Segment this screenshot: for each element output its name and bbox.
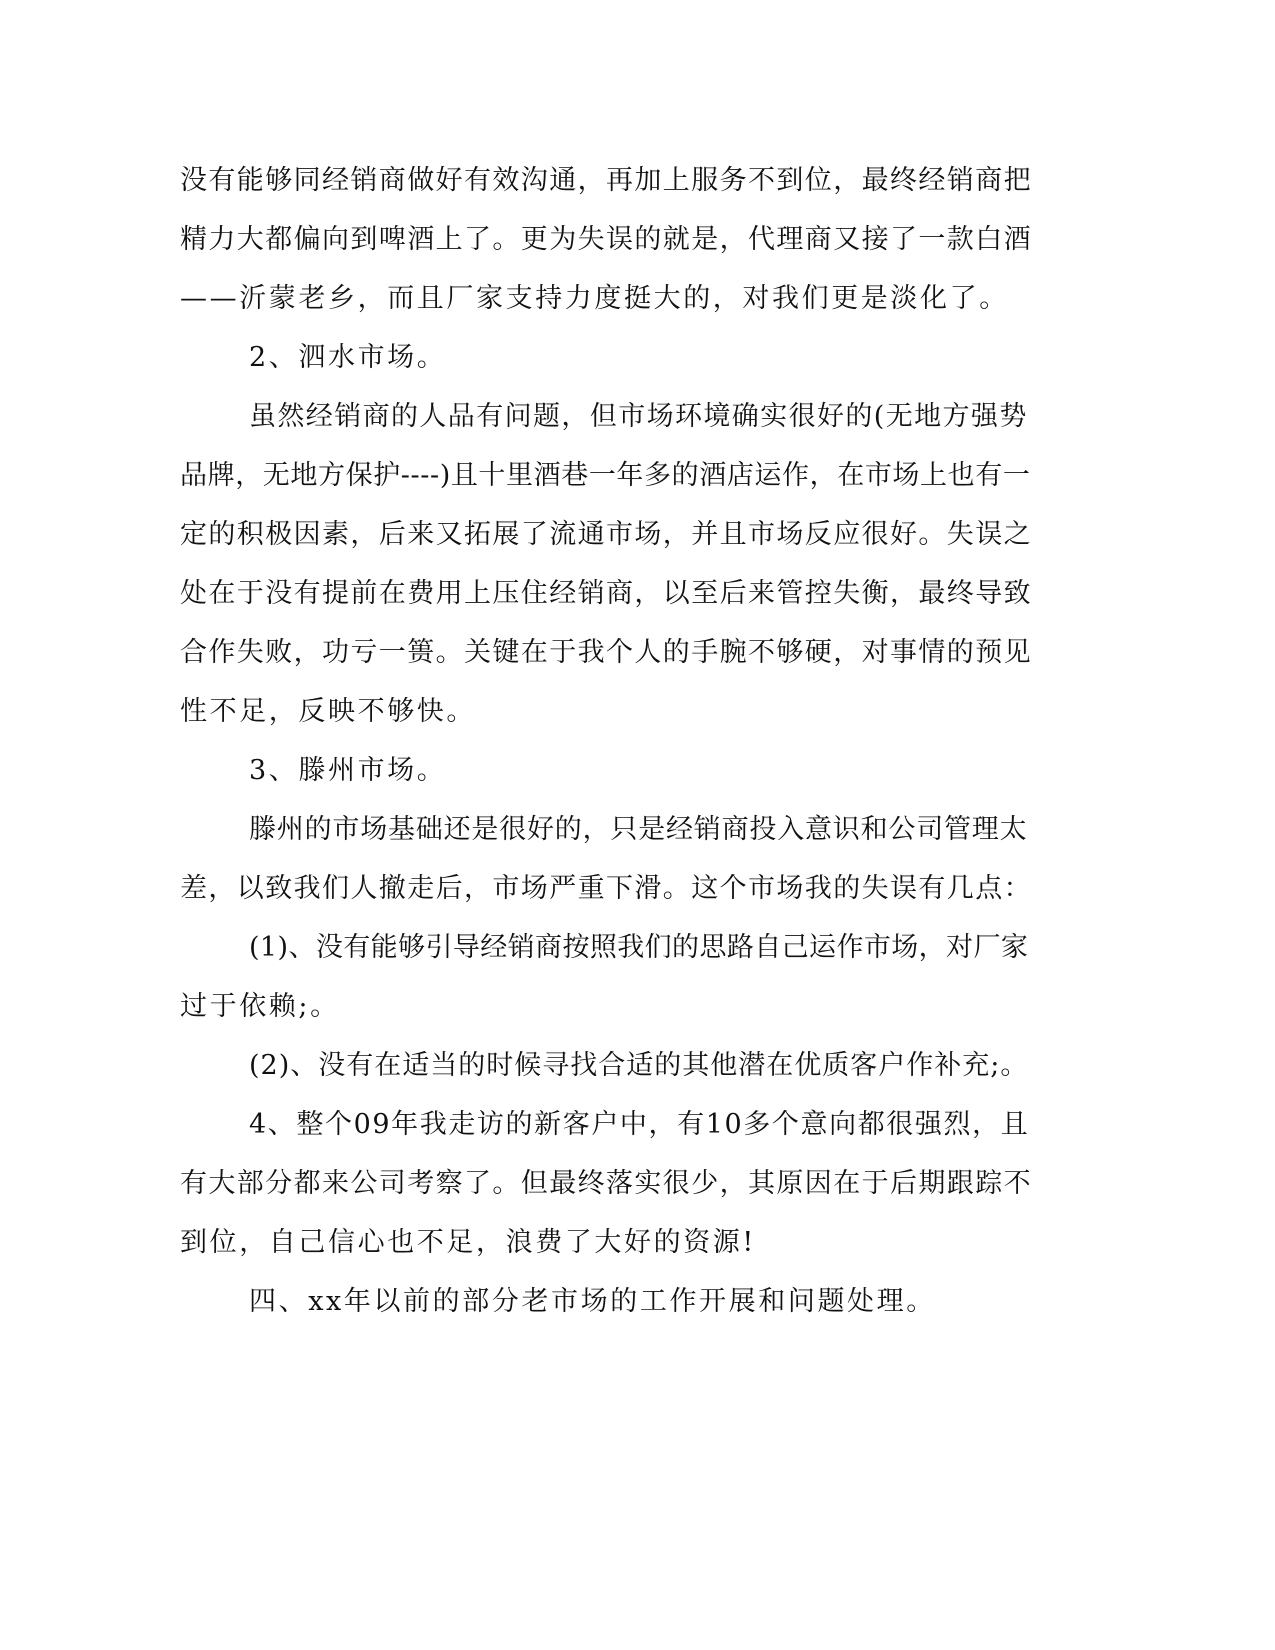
section-heading: 2、泗水市场。 — [249, 342, 447, 373]
text-line: 精力大都偏向到啤酒上了。更为失误的就是，代理商又接了一款白酒 — [180, 224, 1032, 255]
text-line: (1)、没有能够引导经销商按照我们的思路自己运作市场，对厂家 — [249, 932, 1029, 963]
text-line: (2)、没有在适当的时候寻找合适的其他潜在优质客户作补充;。 — [249, 1050, 1029, 1081]
text-line: 没有能够同经销商做好有效沟通，再加上服务不到位，最终经销商把 — [180, 165, 1032, 196]
text-line: 差，以致我们人撤走后，市场严重下滑。这个市场我的失误有几点： — [180, 873, 1032, 904]
text-line: 定的积极因素，后来又拓展了流通市场，并且市场反应很好。失误之 — [180, 519, 1032, 550]
section-heading: 四、xx年以前的部分老市场的工作开展和问题处理。 — [249, 1286, 936, 1317]
section-heading: 3、滕州市场。 — [249, 755, 447, 786]
text-line: 滕州的市场基础还是很好的，只是经销商投入意识和公司管理太 — [249, 814, 1028, 845]
text-line: 到位，自己信心也不足，浪费了大好的资源! — [180, 1227, 756, 1258]
text-line: 品牌，无地方保护----)且十里酒巷一年多的酒店运作，在市场上也有一 — [180, 460, 1031, 491]
text-line: 过于依赖;。 — [180, 991, 340, 1022]
text-line: ——沂蒙老乡，而且厂家支持力度挺大的，对我们更是淡化了。 — [180, 283, 1009, 314]
text-line: 合作失败，功亏一篑。关键在于我个人的手腕不够硬，对事情的预见 — [180, 637, 1032, 668]
text-line: 处在于没有提前在费用上压住经销商，以至后来管控失衡，最终导致 — [180, 578, 1032, 609]
text-line: 有大部分都来公司考察了。但最终落实很少，其原因在于后期跟踪不 — [180, 1168, 1032, 1199]
text-line: 4、整个09年我走访的新客户中，有10多个意向都很强烈，且 — [249, 1109, 1030, 1140]
text-line: 性不足，反映不够快。 — [180, 696, 476, 727]
text-line: 虽然经销商的人品有问题，但市场环境确实很好的(无地方强势 — [249, 401, 1028, 432]
